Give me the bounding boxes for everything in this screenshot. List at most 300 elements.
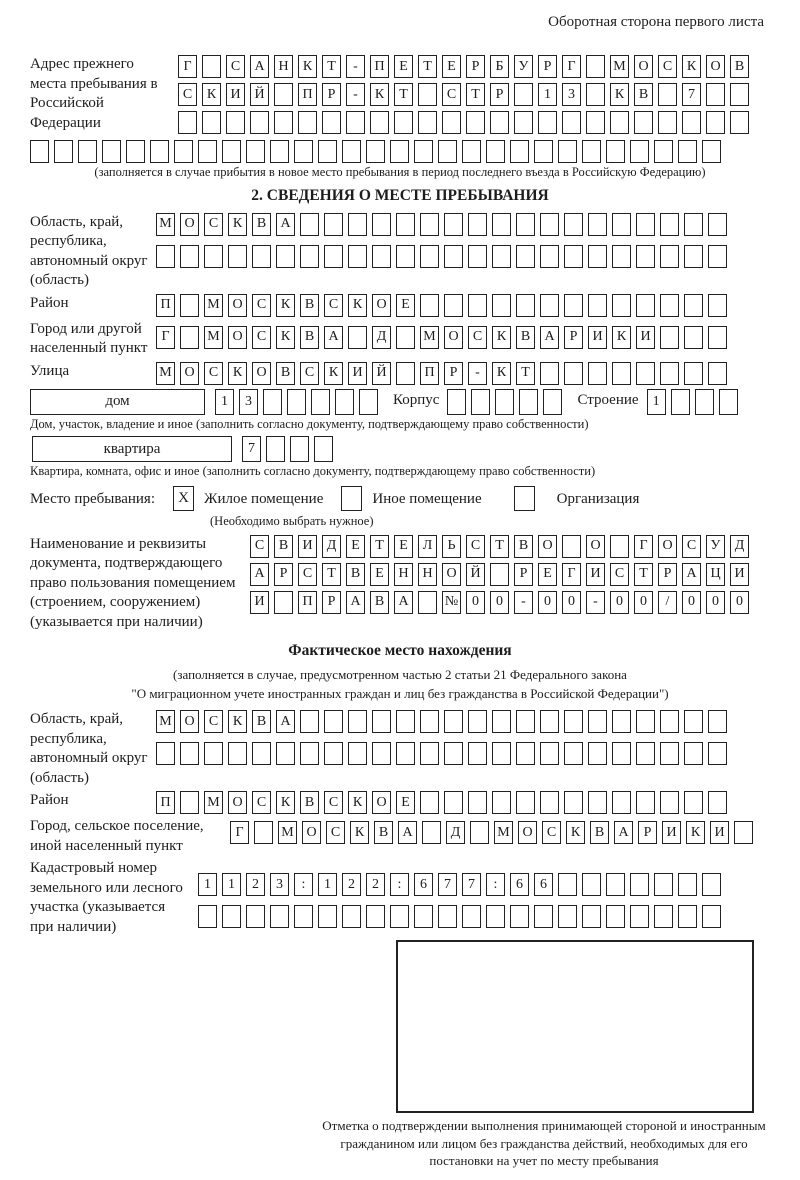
char-cell[interactable] xyxy=(222,140,241,163)
char-cell[interactable] xyxy=(588,791,607,814)
char-cell[interactable]: О xyxy=(518,821,537,844)
char-cell[interactable]: 1 xyxy=(647,389,666,415)
char-cell[interactable] xyxy=(444,213,463,236)
char-cell[interactable] xyxy=(540,791,559,814)
char-cell[interactable] xyxy=(468,213,487,236)
char-cell[interactable]: 2 xyxy=(246,873,265,896)
char-cell[interactable] xyxy=(222,905,241,928)
char-cell[interactable] xyxy=(468,245,487,268)
char-cell[interactable] xyxy=(684,362,703,385)
char-cell[interactable] xyxy=(495,389,514,415)
char-cell[interactable] xyxy=(270,905,289,928)
char-cell[interactable] xyxy=(246,905,265,928)
char-cell[interactable] xyxy=(466,111,485,134)
char-cell[interactable] xyxy=(636,742,655,765)
char-cell[interactable] xyxy=(420,710,439,733)
char-cell[interactable] xyxy=(660,294,679,317)
char-cell[interactable]: М xyxy=(204,294,223,317)
char-cell[interactable] xyxy=(630,140,649,163)
char-cell[interactable]: С xyxy=(226,55,245,78)
char-cell[interactable] xyxy=(702,905,721,928)
char-cell[interactable] xyxy=(156,245,175,268)
char-cell[interactable]: Т xyxy=(370,535,389,558)
char-cell[interactable] xyxy=(447,389,466,415)
char-cell[interactable] xyxy=(300,245,319,268)
char-cell[interactable] xyxy=(588,213,607,236)
char-cell[interactable]: К xyxy=(350,821,369,844)
char-cell[interactable]: К xyxy=(228,710,247,733)
char-cell[interactable] xyxy=(78,140,97,163)
char-cell[interactable] xyxy=(660,791,679,814)
char-cell[interactable]: В xyxy=(514,535,533,558)
char-cell[interactable] xyxy=(102,140,121,163)
char-cell[interactable]: С xyxy=(466,535,485,558)
char-cell[interactable] xyxy=(660,362,679,385)
char-cell[interactable]: 3 xyxy=(562,83,581,106)
char-cell[interactable] xyxy=(612,362,631,385)
char-cell[interactable] xyxy=(468,742,487,765)
char-cell[interactable] xyxy=(654,873,673,896)
char-cell[interactable]: М xyxy=(610,55,629,78)
char-cell[interactable]: 6 xyxy=(510,873,529,896)
char-cell[interactable] xyxy=(490,111,509,134)
char-cell[interactable] xyxy=(444,710,463,733)
char-cell[interactable]: К xyxy=(324,362,343,385)
char-cell[interactable]: О xyxy=(252,362,271,385)
char-cell[interactable] xyxy=(198,905,217,928)
char-cell[interactable]: С xyxy=(326,821,345,844)
char-cell[interactable] xyxy=(462,905,481,928)
char-cell[interactable]: : xyxy=(486,873,505,896)
char-cell[interactable] xyxy=(492,742,511,765)
char-cell[interactable]: Т xyxy=(516,362,535,385)
char-cell[interactable] xyxy=(586,55,605,78)
char-cell[interactable]: М xyxy=(156,213,175,236)
char-cell[interactable] xyxy=(630,905,649,928)
char-cell[interactable] xyxy=(396,245,415,268)
char-cell[interactable]: 7 xyxy=(682,83,701,106)
char-cell[interactable]: 0 xyxy=(538,591,557,614)
char-cell[interactable] xyxy=(636,245,655,268)
char-cell[interactable] xyxy=(564,742,583,765)
char-cell[interactable]: О xyxy=(658,535,677,558)
char-cell[interactable] xyxy=(418,591,437,614)
char-cell[interactable] xyxy=(468,710,487,733)
char-cell[interactable] xyxy=(658,83,677,106)
char-cell[interactable]: О xyxy=(586,535,605,558)
char-cell[interactable]: Т xyxy=(634,563,653,586)
char-cell[interactable]: К xyxy=(202,83,221,106)
char-cell[interactable] xyxy=(414,905,433,928)
char-cell[interactable] xyxy=(266,436,285,462)
char-cell[interactable]: С xyxy=(610,563,629,586)
char-cell[interactable] xyxy=(636,294,655,317)
char-cell[interactable]: М xyxy=(420,326,439,349)
char-cell[interactable]: К xyxy=(682,55,701,78)
char-cell[interactable]: Е xyxy=(442,55,461,78)
char-cell[interactable] xyxy=(322,111,341,134)
char-cell[interactable] xyxy=(396,742,415,765)
char-cell[interactable] xyxy=(516,791,535,814)
char-cell[interactable] xyxy=(706,83,725,106)
char-cell[interactable]: Е xyxy=(370,563,389,586)
char-cell[interactable] xyxy=(198,140,217,163)
char-cell[interactable]: С xyxy=(298,563,317,586)
char-cell[interactable] xyxy=(492,245,511,268)
char-cell[interactable]: С xyxy=(204,213,223,236)
char-cell[interactable]: О xyxy=(442,563,461,586)
char-cell[interactable]: Р xyxy=(538,55,557,78)
char-cell[interactable] xyxy=(636,710,655,733)
char-cell[interactable]: 1 xyxy=(222,873,241,896)
char-cell[interactable]: И xyxy=(250,591,269,614)
char-cell[interactable] xyxy=(468,294,487,317)
char-cell[interactable]: Й xyxy=(250,83,269,106)
char-cell[interactable] xyxy=(708,362,727,385)
char-cell[interactable] xyxy=(564,294,583,317)
char-cell[interactable] xyxy=(420,791,439,814)
char-cell[interactable]: К xyxy=(492,362,511,385)
char-cell[interactable] xyxy=(252,742,271,765)
char-cell[interactable]: Е xyxy=(346,535,365,558)
char-cell[interactable] xyxy=(654,140,673,163)
char-cell[interactable] xyxy=(612,742,631,765)
char-cell[interactable] xyxy=(636,362,655,385)
char-cell[interactable] xyxy=(540,742,559,765)
char-cell[interactable] xyxy=(252,245,271,268)
char-cell[interactable]: С xyxy=(250,535,269,558)
char-cell[interactable] xyxy=(396,362,415,385)
char-cell[interactable]: - xyxy=(514,591,533,614)
char-cell[interactable] xyxy=(586,111,605,134)
char-cell[interactable] xyxy=(654,905,673,928)
char-cell[interactable]: Р xyxy=(322,83,341,106)
char-cell[interactable] xyxy=(294,905,313,928)
char-cell[interactable] xyxy=(396,710,415,733)
char-cell[interactable] xyxy=(684,326,703,349)
char-cell[interactable]: К xyxy=(610,83,629,106)
char-cell[interactable] xyxy=(346,111,365,134)
char-cell[interactable] xyxy=(588,710,607,733)
char-cell[interactable] xyxy=(516,710,535,733)
char-cell[interactable]: К xyxy=(276,294,295,317)
char-cell[interactable]: В xyxy=(634,83,653,106)
char-cell[interactable] xyxy=(719,389,738,415)
char-cell[interactable] xyxy=(564,213,583,236)
char-cell[interactable] xyxy=(516,742,535,765)
char-cell[interactable] xyxy=(486,905,505,928)
char-cell[interactable]: С xyxy=(252,791,271,814)
char-cell[interactable]: Д xyxy=(446,821,465,844)
char-cell[interactable] xyxy=(514,83,533,106)
char-cell[interactable] xyxy=(228,742,247,765)
checkbox-organizatsiya[interactable] xyxy=(514,486,535,511)
char-cell[interactable] xyxy=(540,294,559,317)
char-cell[interactable]: А xyxy=(540,326,559,349)
char-cell[interactable]: Р xyxy=(322,591,341,614)
char-cell[interactable]: 0 xyxy=(610,591,629,614)
char-cell[interactable] xyxy=(702,140,721,163)
char-cell[interactable] xyxy=(468,791,487,814)
char-cell[interactable]: С xyxy=(442,83,461,106)
char-cell[interactable] xyxy=(695,389,714,415)
char-cell[interactable]: 3 xyxy=(270,873,289,896)
char-cell[interactable]: Д xyxy=(372,326,391,349)
char-cell[interactable] xyxy=(298,111,317,134)
char-cell[interactable] xyxy=(156,742,175,765)
char-cell[interactable] xyxy=(660,742,679,765)
char-cell[interactable] xyxy=(660,213,679,236)
char-cell[interactable] xyxy=(324,710,343,733)
char-cell[interactable]: Г xyxy=(562,563,581,586)
char-cell[interactable]: К xyxy=(298,55,317,78)
char-cell[interactable]: Г xyxy=(634,535,653,558)
char-cell[interactable] xyxy=(438,140,457,163)
char-cell[interactable] xyxy=(588,294,607,317)
char-cell[interactable] xyxy=(348,213,367,236)
char-cell[interactable] xyxy=(514,111,533,134)
char-cell[interactable]: О xyxy=(538,535,557,558)
char-cell[interactable]: 0 xyxy=(706,591,725,614)
char-cell[interactable]: Р xyxy=(466,55,485,78)
char-cell[interactable] xyxy=(372,245,391,268)
char-cell[interactable] xyxy=(630,873,649,896)
char-cell[interactable] xyxy=(290,436,309,462)
char-cell[interactable] xyxy=(684,710,703,733)
char-cell[interactable]: А xyxy=(682,563,701,586)
char-cell[interactable]: Р xyxy=(444,362,463,385)
char-cell[interactable] xyxy=(582,873,601,896)
char-cell[interactable] xyxy=(492,710,511,733)
char-cell[interactable]: О xyxy=(228,294,247,317)
char-cell[interactable]: Д xyxy=(322,535,341,558)
char-cell[interactable]: М xyxy=(156,362,175,385)
char-cell[interactable] xyxy=(708,791,727,814)
char-cell[interactable] xyxy=(510,140,529,163)
char-cell[interactable]: К xyxy=(612,326,631,349)
char-cell[interactable] xyxy=(311,389,330,415)
char-cell[interactable]: С xyxy=(204,362,223,385)
char-cell[interactable]: Р xyxy=(274,563,293,586)
dom-type-box[interactable]: дом xyxy=(30,389,205,415)
char-cell[interactable] xyxy=(366,140,385,163)
char-cell[interactable] xyxy=(335,389,354,415)
char-cell[interactable] xyxy=(202,55,221,78)
char-cell[interactable] xyxy=(342,905,361,928)
char-cell[interactable] xyxy=(634,111,653,134)
char-cell[interactable]: 7 xyxy=(242,436,261,462)
char-cell[interactable]: М xyxy=(204,791,223,814)
char-cell[interactable] xyxy=(538,111,557,134)
char-cell[interactable] xyxy=(612,213,631,236)
char-cell[interactable]: 0 xyxy=(466,591,485,614)
char-cell[interactable] xyxy=(470,821,489,844)
char-cell[interactable] xyxy=(606,140,625,163)
char-cell[interactable] xyxy=(558,873,577,896)
char-cell[interactable]: А xyxy=(250,563,269,586)
char-cell[interactable] xyxy=(274,83,293,106)
char-cell[interactable] xyxy=(324,213,343,236)
char-cell[interactable] xyxy=(396,326,415,349)
char-cell[interactable]: 6 xyxy=(534,873,553,896)
char-cell[interactable]: В xyxy=(252,213,271,236)
char-cell[interactable]: С xyxy=(324,294,343,317)
char-cell[interactable] xyxy=(228,245,247,268)
char-cell[interactable]: К xyxy=(276,791,295,814)
char-cell[interactable] xyxy=(564,710,583,733)
char-cell[interactable] xyxy=(708,213,727,236)
char-cell[interactable] xyxy=(420,245,439,268)
char-cell[interactable] xyxy=(486,140,505,163)
char-cell[interactable]: С xyxy=(204,710,223,733)
char-cell[interactable]: 3 xyxy=(239,389,258,415)
char-cell[interactable] xyxy=(684,742,703,765)
char-cell[interactable] xyxy=(660,326,679,349)
char-cell[interactable]: Е xyxy=(396,791,415,814)
char-cell[interactable] xyxy=(708,294,727,317)
char-cell[interactable] xyxy=(414,140,433,163)
char-cell[interactable] xyxy=(534,905,553,928)
char-cell[interactable]: : xyxy=(390,873,409,896)
char-cell[interactable]: Л xyxy=(418,535,437,558)
char-cell[interactable]: И xyxy=(636,326,655,349)
char-cell[interactable]: П xyxy=(298,83,317,106)
char-cell[interactable] xyxy=(606,873,625,896)
char-cell[interactable]: О xyxy=(302,821,321,844)
char-cell[interactable]: Р xyxy=(490,83,509,106)
char-cell[interactable]: 0 xyxy=(682,591,701,614)
char-cell[interactable]: Ц xyxy=(706,563,725,586)
char-cell[interactable]: В xyxy=(590,821,609,844)
char-cell[interactable]: Р xyxy=(658,563,677,586)
char-cell[interactable]: К xyxy=(348,791,367,814)
char-cell[interactable] xyxy=(300,742,319,765)
char-cell[interactable]: 0 xyxy=(634,591,653,614)
char-cell[interactable] xyxy=(564,245,583,268)
char-cell[interactable] xyxy=(540,710,559,733)
char-cell[interactable] xyxy=(708,245,727,268)
char-cell[interactable] xyxy=(540,362,559,385)
char-cell[interactable] xyxy=(558,905,577,928)
char-cell[interactable] xyxy=(202,111,221,134)
char-cell[interactable] xyxy=(516,245,535,268)
char-cell[interactable] xyxy=(612,245,631,268)
char-cell[interactable]: В xyxy=(300,294,319,317)
char-cell[interactable]: - xyxy=(468,362,487,385)
char-cell[interactable]: О xyxy=(180,213,199,236)
char-cell[interactable]: О xyxy=(706,55,725,78)
char-cell[interactable] xyxy=(708,326,727,349)
char-cell[interactable]: Т xyxy=(394,83,413,106)
char-cell[interactable]: О xyxy=(372,791,391,814)
char-cell[interactable] xyxy=(708,710,727,733)
char-cell[interactable] xyxy=(420,213,439,236)
char-cell[interactable] xyxy=(682,111,701,134)
checkbox-zhiloe-pomeshchenie[interactable]: X xyxy=(173,486,194,511)
char-cell[interactable] xyxy=(314,436,333,462)
char-cell[interactable] xyxy=(562,535,581,558)
char-cell[interactable]: Е xyxy=(394,55,413,78)
char-cell[interactable]: А xyxy=(276,710,295,733)
char-cell[interactable]: 7 xyxy=(462,873,481,896)
char-cell[interactable]: В xyxy=(516,326,535,349)
char-cell[interactable]: Р xyxy=(564,326,583,349)
char-cell[interactable]: Т xyxy=(322,55,341,78)
char-cell[interactable] xyxy=(516,294,535,317)
char-cell[interactable]: А xyxy=(346,591,365,614)
char-cell[interactable] xyxy=(178,111,197,134)
char-cell[interactable]: В xyxy=(370,591,389,614)
char-cell[interactable]: Н xyxy=(274,55,293,78)
char-cell[interactable] xyxy=(660,710,679,733)
char-cell[interactable] xyxy=(324,742,343,765)
char-cell[interactable]: В xyxy=(374,821,393,844)
char-cell[interactable] xyxy=(492,213,511,236)
char-cell[interactable] xyxy=(126,140,145,163)
char-cell[interactable]: С xyxy=(658,55,677,78)
char-cell[interactable]: И xyxy=(298,535,317,558)
char-cell[interactable] xyxy=(444,245,463,268)
char-cell[interactable] xyxy=(610,111,629,134)
char-cell[interactable]: О xyxy=(634,55,653,78)
char-cell[interactable]: К xyxy=(348,294,367,317)
char-cell[interactable] xyxy=(671,389,690,415)
char-cell[interactable] xyxy=(444,294,463,317)
char-cell[interactable]: П xyxy=(156,294,175,317)
char-cell[interactable] xyxy=(678,140,697,163)
char-cell[interactable] xyxy=(372,710,391,733)
char-cell[interactable]: Д xyxy=(730,535,749,558)
char-cell[interactable]: Г xyxy=(156,326,175,349)
char-cell[interactable] xyxy=(348,742,367,765)
char-cell[interactable] xyxy=(418,111,437,134)
char-cell[interactable] xyxy=(510,905,529,928)
char-cell[interactable]: К xyxy=(276,326,295,349)
char-cell[interactable] xyxy=(564,791,583,814)
char-cell[interactable]: - xyxy=(346,55,365,78)
char-cell[interactable] xyxy=(702,873,721,896)
char-cell[interactable] xyxy=(684,245,703,268)
char-cell[interactable]: А xyxy=(398,821,417,844)
char-cell[interactable] xyxy=(582,905,601,928)
char-cell[interactable] xyxy=(706,111,725,134)
char-cell[interactable] xyxy=(54,140,73,163)
char-cell[interactable] xyxy=(342,140,361,163)
char-cell[interactable] xyxy=(226,111,245,134)
char-cell[interactable]: Р xyxy=(638,821,657,844)
char-cell[interactable]: О xyxy=(180,710,199,733)
char-cell[interactable]: : xyxy=(294,873,313,896)
char-cell[interactable]: - xyxy=(586,591,605,614)
char-cell[interactable] xyxy=(324,245,343,268)
char-cell[interactable]: А xyxy=(614,821,633,844)
char-cell[interactable]: 2 xyxy=(342,873,361,896)
char-cell[interactable] xyxy=(359,389,378,415)
char-cell[interactable]: Г xyxy=(562,55,581,78)
char-cell[interactable] xyxy=(390,140,409,163)
char-cell[interactable] xyxy=(204,245,223,268)
char-cell[interactable]: В xyxy=(274,535,293,558)
char-cell[interactable] xyxy=(174,140,193,163)
char-cell[interactable]: К xyxy=(492,326,511,349)
char-cell[interactable]: И xyxy=(586,563,605,586)
char-cell[interactable]: П xyxy=(370,55,389,78)
char-cell[interactable]: Г xyxy=(230,821,249,844)
char-cell[interactable] xyxy=(588,245,607,268)
char-cell[interactable]: 0 xyxy=(562,591,581,614)
char-cell[interactable] xyxy=(612,294,631,317)
char-cell[interactable] xyxy=(274,111,293,134)
